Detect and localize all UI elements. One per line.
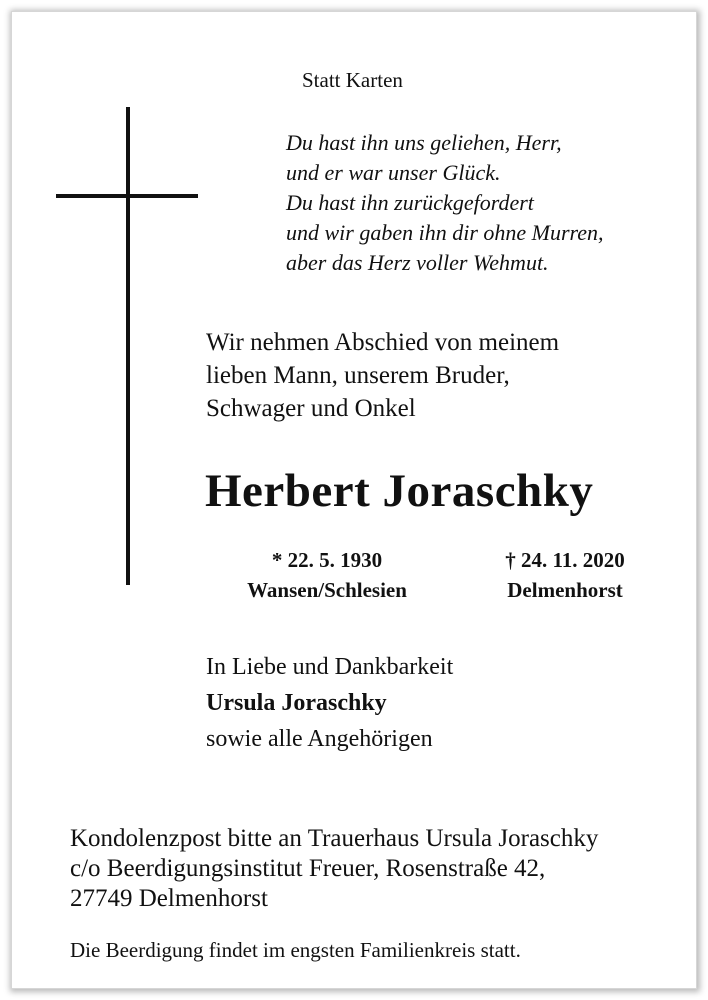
condolence-address (70, 824, 598, 914)
poem-verse (286, 128, 604, 278)
farewell-intro (206, 326, 559, 425)
relatives-line: sowie alle Angehörigen (206, 726, 433, 752)
birth-place: Wansen/Schlesien (247, 578, 407, 602)
condolence-line: Kondolenzpost bitte an Trauerhaus Ursula Joraschky (70, 825, 599, 852)
poem-line: Du hast ihn zurückgefordert (286, 190, 534, 215)
poem-line: aber das Herz voller Wehmut. (286, 250, 549, 275)
intro-line: Wir nehmen Abschied von meinem (206, 329, 560, 356)
poem-line: und wir gaben ihn dir ohne Murren, (286, 220, 604, 245)
statt-karten-heading: Statt Karten (302, 68, 403, 92)
widow-name: Ursula Joraschky (206, 690, 387, 716)
obituary-notice (12, 12, 696, 988)
death-date: † 24. 11. 2020 (505, 548, 625, 572)
cross-icon-vertical-bar (126, 107, 130, 585)
condolence-line: c/o Beerdigungsinstitut Freuer, Rosenstraße 42, (70, 855, 546, 882)
poem-line: und er war unser Glück. (286, 160, 501, 185)
intro-line: lieben Mann, unserem Bruder, (206, 362, 510, 389)
closing-block (206, 649, 453, 757)
condolence-line: 27749 Delmenhorst (70, 885, 268, 912)
closing-phrase: In Liebe und Dankbarkeit (206, 654, 454, 680)
death-info (464, 545, 666, 605)
cross-icon-horizontal-bar (56, 194, 198, 198)
birth-date: * 22. 5. 1930 (271, 548, 383, 572)
funeral-note: Die Beerdigung findet im engsten Familienkreis statt. (70, 938, 521, 962)
poem-line: Du hast ihn uns geliehen, Herr, (286, 130, 562, 155)
intro-line: Schwager und Onkel (206, 395, 416, 422)
birth-info (226, 545, 428, 605)
deceased-name: Herbert Joraschky (205, 465, 594, 517)
death-place: Delmenhorst (507, 578, 623, 602)
